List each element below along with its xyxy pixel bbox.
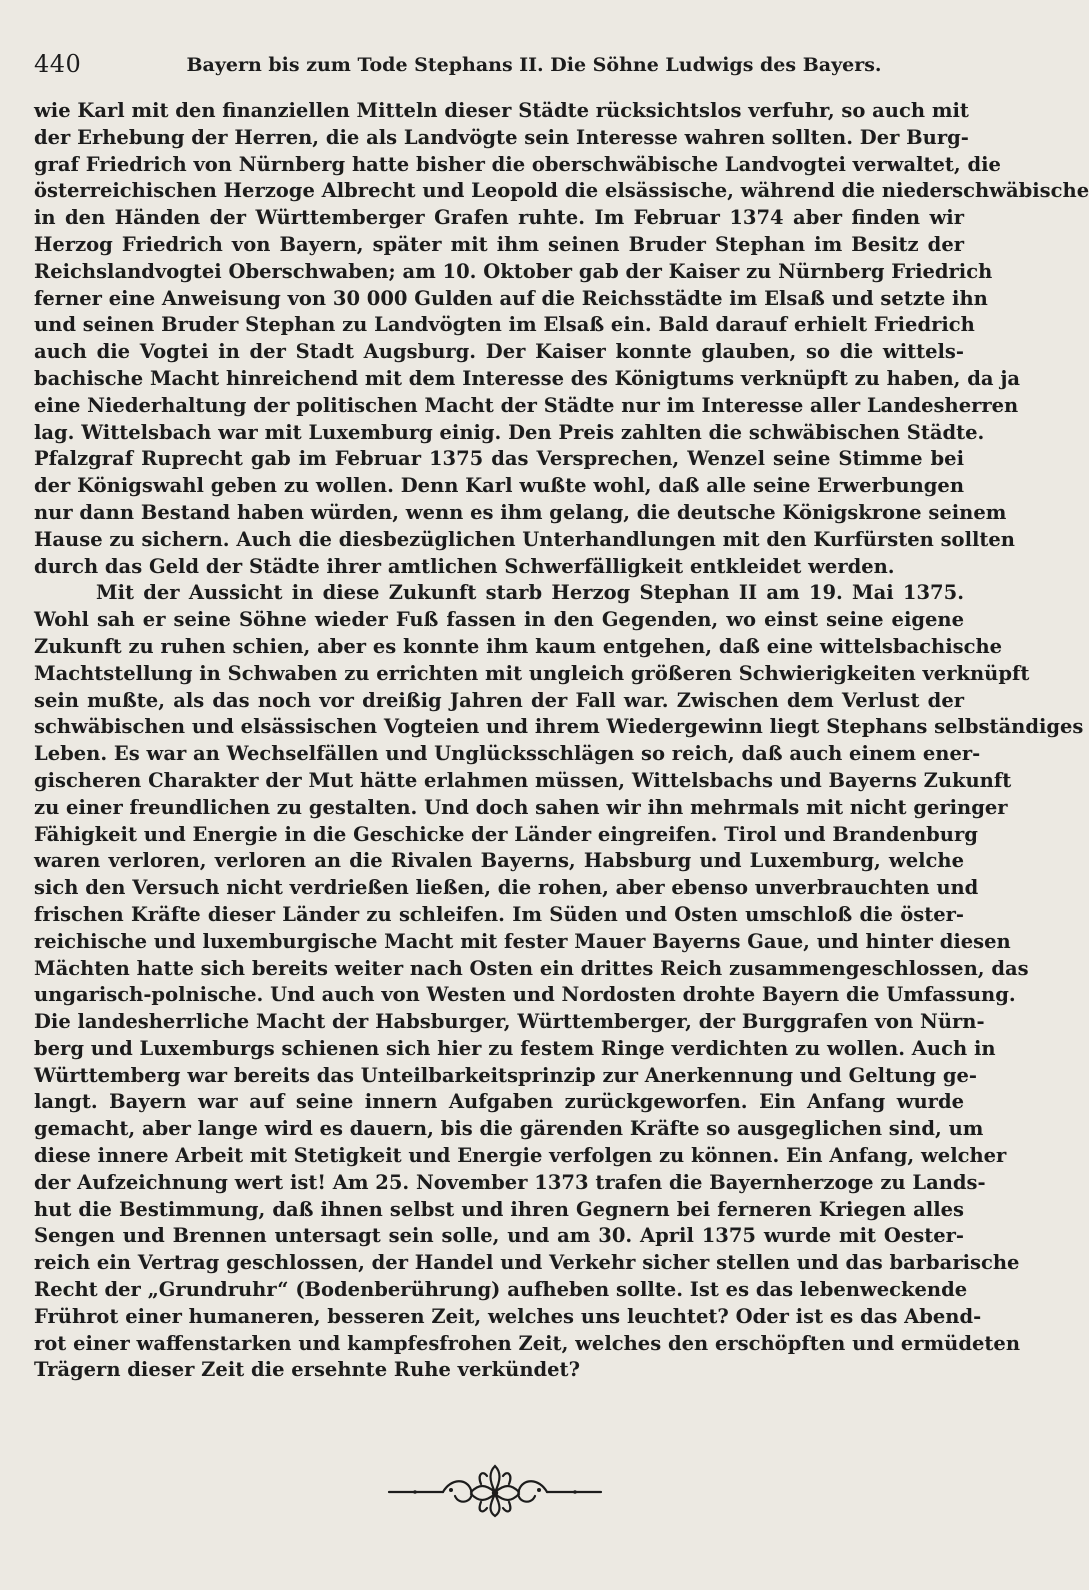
text-line: Leben. Es war an Wechselfällen und Unglücksschlägen so reich, daß auch einem ener- (34, 742, 981, 766)
text-line: gischeren Charakter der Mut hätte erlahmen müssen, Wittelsbachs und Bayerns Zukunft (34, 768, 1012, 792)
text-line: reichische und luxemburgische Macht mit fester Mauer Bayerns Gaue, und hinter diesen (34, 929, 1011, 953)
text-line: langt. Bayern war auf seine innern Aufgaben zurückgeworfen. Ein Anfang wurde (34, 1090, 964, 1114)
text-line: zu einer freundlichen zu gestalten. Und doch sahen wir ihn mehrmals mit nicht geringer (34, 795, 1008, 819)
text-line: schwäbischen und elsässischen Vogteien und ihrem Wiedergewinn liegt Stephans selbständiges (34, 715, 1084, 739)
text-line: Pfalzgraf Ruprecht gab im Februar 1375 das Versprechen, Wenzel seine Stimme bei (34, 447, 964, 471)
text-line: diese innere Arbeit mit Stetigkeit und Energie verfolgen zu können. Ein Anfang, welcher (34, 1144, 1007, 1168)
text-line: ungarisch-polnische. Und auch von Westen und Nordosten drohte Bayern die Umfassung. (34, 983, 1016, 1007)
running-title: Bayern bis zum Tode Stephans II. Die Söhne Ludwigs des Bayers. (186, 54, 882, 76)
text-line: österreichischen Herzoge Albrecht und Leopold die elsässische, während die niederschwäbische (34, 179, 1089, 203)
text-line: Württemberg war bereits das Unteilbarkeitsprinzip zur Anerkennung und Geltung ge- (34, 1063, 977, 1087)
text-line: Zukunft zu ruhen schien, aber es konnte ihm kaum entgehen, daß eine wittelsbachische (34, 634, 1003, 658)
page-header (34, 44, 964, 84)
text-line: Frührot einer humaneren, besseren Zeit, welches uns leuchtet? Oder ist es das Abend- (34, 1304, 982, 1328)
text-line: der Erhebung der Herren, die als Landvögte sein Interesse wahren sollten. Der Burg- (34, 125, 969, 149)
text-line: Hause zu sichern. Auch die diesbezüglichen Unterhandlungen mit den Kurfürsten sollten (34, 527, 1015, 551)
text-line: gemacht, aber lange wird es dauern, bis die gärenden Kräfte so ausgeglichen sind, um (34, 1117, 984, 1141)
text-line: reich ein Vertrag geschlossen, der Handel und Verkehr sicher stellen und das barbarische (34, 1251, 1020, 1275)
text-line: Machtstellung in Schwaben zu errichten mit ungleich größeren Schwierigkeiten verknüpft (34, 661, 1030, 685)
text-line: rot einer waffenstarken und kampfesfrohen Zeit, welches den erschöpften und ermüdeten (34, 1331, 1020, 1355)
text-line: nur dann Bestand haben würden, wenn es ihm gelang, die deutsche Königskrone seinem (34, 500, 1007, 524)
text-line: der Aufzeichnung wert ist! Am 25. November 1373 trafen die Bayernherzoge zu Lands- (34, 1170, 986, 1194)
text-line: auch die Vogtei in der Stadt Augsburg. Der Kaiser konnte glauben, so die wittels- (34, 340, 964, 364)
text-line: und seinen Bruder Stephan zu Landvögten im Elsaß ein. Bald darauf erhielt Friedrich (34, 313, 975, 337)
text-line: in den Händen der Württemberger Grafen ruhte. Im Februar 1374 aber finden wir (34, 206, 964, 230)
text-line: Die landesherrliche Macht der Habsburger, Württemberger, der Burggrafen von Nürn- (34, 1010, 985, 1034)
text-line: lag. Wittelsbach war mit Luxemburg einig. Den Preis zahlten die schwäbischen Städte. (34, 420, 985, 444)
paragraph (34, 98, 1089, 580)
text-line: durch das Geld der Städte ihrer amtlichen Schwerfälligkeit entkleidet werden. (34, 554, 895, 578)
text-line: Fähigkeit und Energie in die Geschicke der Länder eingreifen. Tirol und Brandenburg (34, 822, 978, 846)
floral-ornament-icon (385, 1462, 605, 1518)
text-line: berg und Luxemburgs schienen sich hier zu festem Ringe verdichten zu wollen. Auch in (34, 1036, 996, 1060)
text-line: waren verloren, verloren an die Rivalen Bayerns, Habsburg und Luxemburg, welche (34, 849, 964, 873)
text-line: sein mußte, als das noch vor dreißig Jahren der Fall war. Zwischen dem Verlust der (34, 688, 964, 712)
text-line: Wohl sah er seine Söhne wieder Fuß fassen in den Gegenden, wo einst seine eigene (34, 608, 964, 632)
text-line: Herzog Friedrich von Bayern, später mit ihm seinen Bruder Stephan im Besitz der (34, 232, 964, 256)
text-line: Mächten hatte sich bereits weiter nach Osten ein drittes Reich zusammengeschlossen, das (34, 956, 1029, 980)
text-line: Trägern dieser Zeit die ersehnte Ruhe verkündet? (34, 1358, 580, 1382)
text-line: der Königswahl geben zu wollen. Denn Karl wußte wohl, daß alle seine Erwerbungen (34, 474, 964, 498)
text-line: ferner eine Anweisung von 30 000 Gulden auf die Reichsstädte im Elsaß und setzte ihn (34, 286, 988, 310)
text-line: Mit der Aussicht in diese Zukunft starb Herzog Stephan II am 19. Mai 1375. (96, 581, 964, 605)
text-line: hut die Bestimmung, daß ihnen selbst und ihren Gegnern bei ferneren Kriegen alles (34, 1197, 964, 1221)
page-number: 440 (34, 50, 82, 78)
text-line: bachische Macht hinreichend mit dem Interesse des Königtums verknüpft zu haben, da ja (34, 366, 1021, 390)
body-text (34, 98, 1089, 1384)
text-line: wie Karl mit den finanziellen Mitteln dieser Städte rücksichtslos verfuhr, so auch mit (34, 99, 969, 122)
text-line: Sengen und Brennen untersagt sein solle, und am 30. April 1375 wurde mit Oester- (34, 1224, 964, 1248)
text-line: frischen Kräfte dieser Länder zu schleifen. Im Süden und Osten umschloß die öster- (34, 902, 964, 926)
text-line: Reichslandvogtei Oberschwaben; am 10. Oktober gab der Kaiser zu Nürnberg Friedrich (34, 259, 993, 283)
paragraph (34, 580, 1084, 1384)
text-line: graf Friedrich von Nürnberg hatte bisher die oberschwäbische Landvogtei verwaltet, die (34, 152, 1001, 176)
text-line: sich den Versuch nicht verdrießen ließen, die rohen, aber ebenso unverbrauchten und (34, 876, 979, 900)
text-line: eine Niederhaltung der politischen Macht der Städte nur im Interesse aller Landesherren (34, 393, 1019, 417)
text-line: Recht der „Grundruhr“ (Bodenberührung) aufheben sollte. Ist es das lebenweckende (34, 1278, 968, 1302)
